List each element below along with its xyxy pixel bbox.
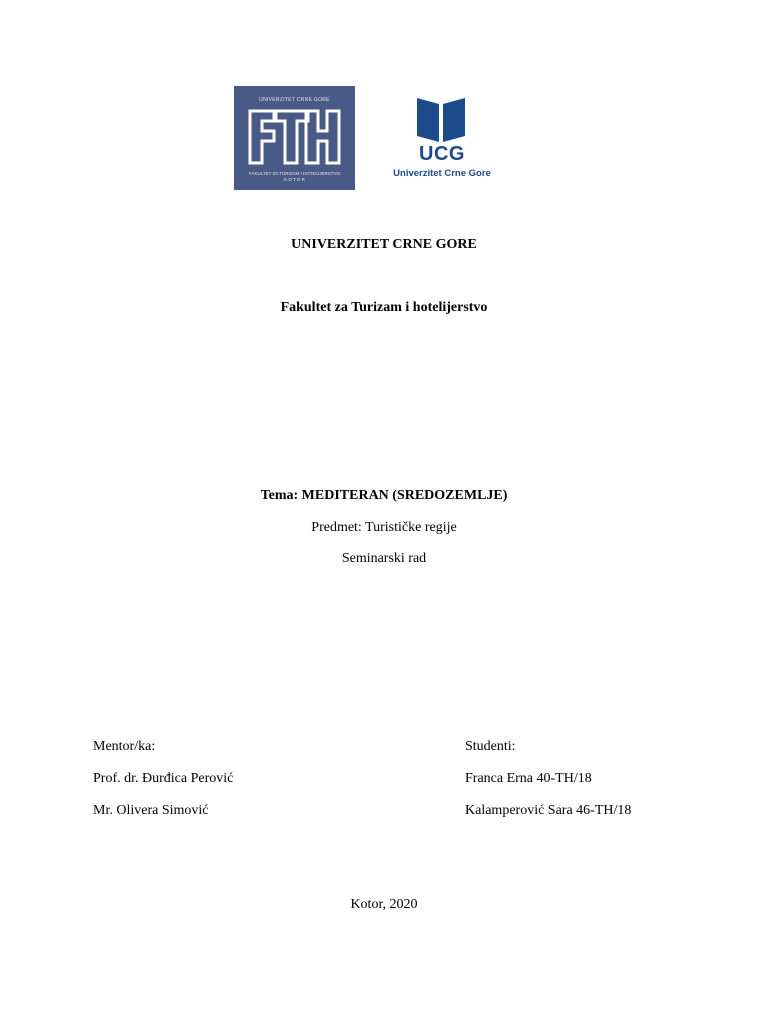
ucg-full-name: Univerzitet Crne Gore <box>393 168 491 179</box>
student-name: Franca Erna 40-TH/18 <box>465 771 592 786</box>
fth-logo-top-text: UNIVERZITET CRNE GORE <box>259 97 330 103</box>
topic-line <box>0 487 768 505</box>
fth-logo-bottom-line2: K O T O R <box>284 176 305 182</box>
topic-label: Tema: <box>260 488 299 503</box>
fth-logo-bottom-text <box>234 171 355 182</box>
mentor-name: Prof. dr. Đurđica Perović <box>93 771 234 786</box>
mentor-name: Mr. Olivera Simović <box>93 803 209 818</box>
subject-line: Predmet: Turističke regije <box>311 520 457 535</box>
student-name: Kalamperović Sara 46-TH/18 <box>465 803 632 818</box>
ucg-acronym: UCG <box>419 143 465 165</box>
university-title: UNIVERZITET CRNE GORE <box>291 237 477 252</box>
ucg-university-logo <box>392 96 492 182</box>
fth-logo-bottom-line1: FAKULTET ZA TURIZAM I HOTELIJERSTVO <box>248 171 340 176</box>
open-book-icon <box>415 96 467 144</box>
place-and-date: Kotor, 2020 <box>350 897 418 912</box>
fth-monogram-icon <box>246 107 343 167</box>
fth-faculty-logo <box>234 86 355 190</box>
faculty-title: Fakultet za Turizam i hotelijerstvo <box>280 300 488 315</box>
topic-title: MEDITERAN (SREDOZEMLJE) <box>301 488 508 503</box>
paper-type: Seminarski rad <box>341 551 427 566</box>
students-heading: Studenti: <box>465 739 516 754</box>
mentors-heading: Mentor/ka: <box>93 739 156 754</box>
